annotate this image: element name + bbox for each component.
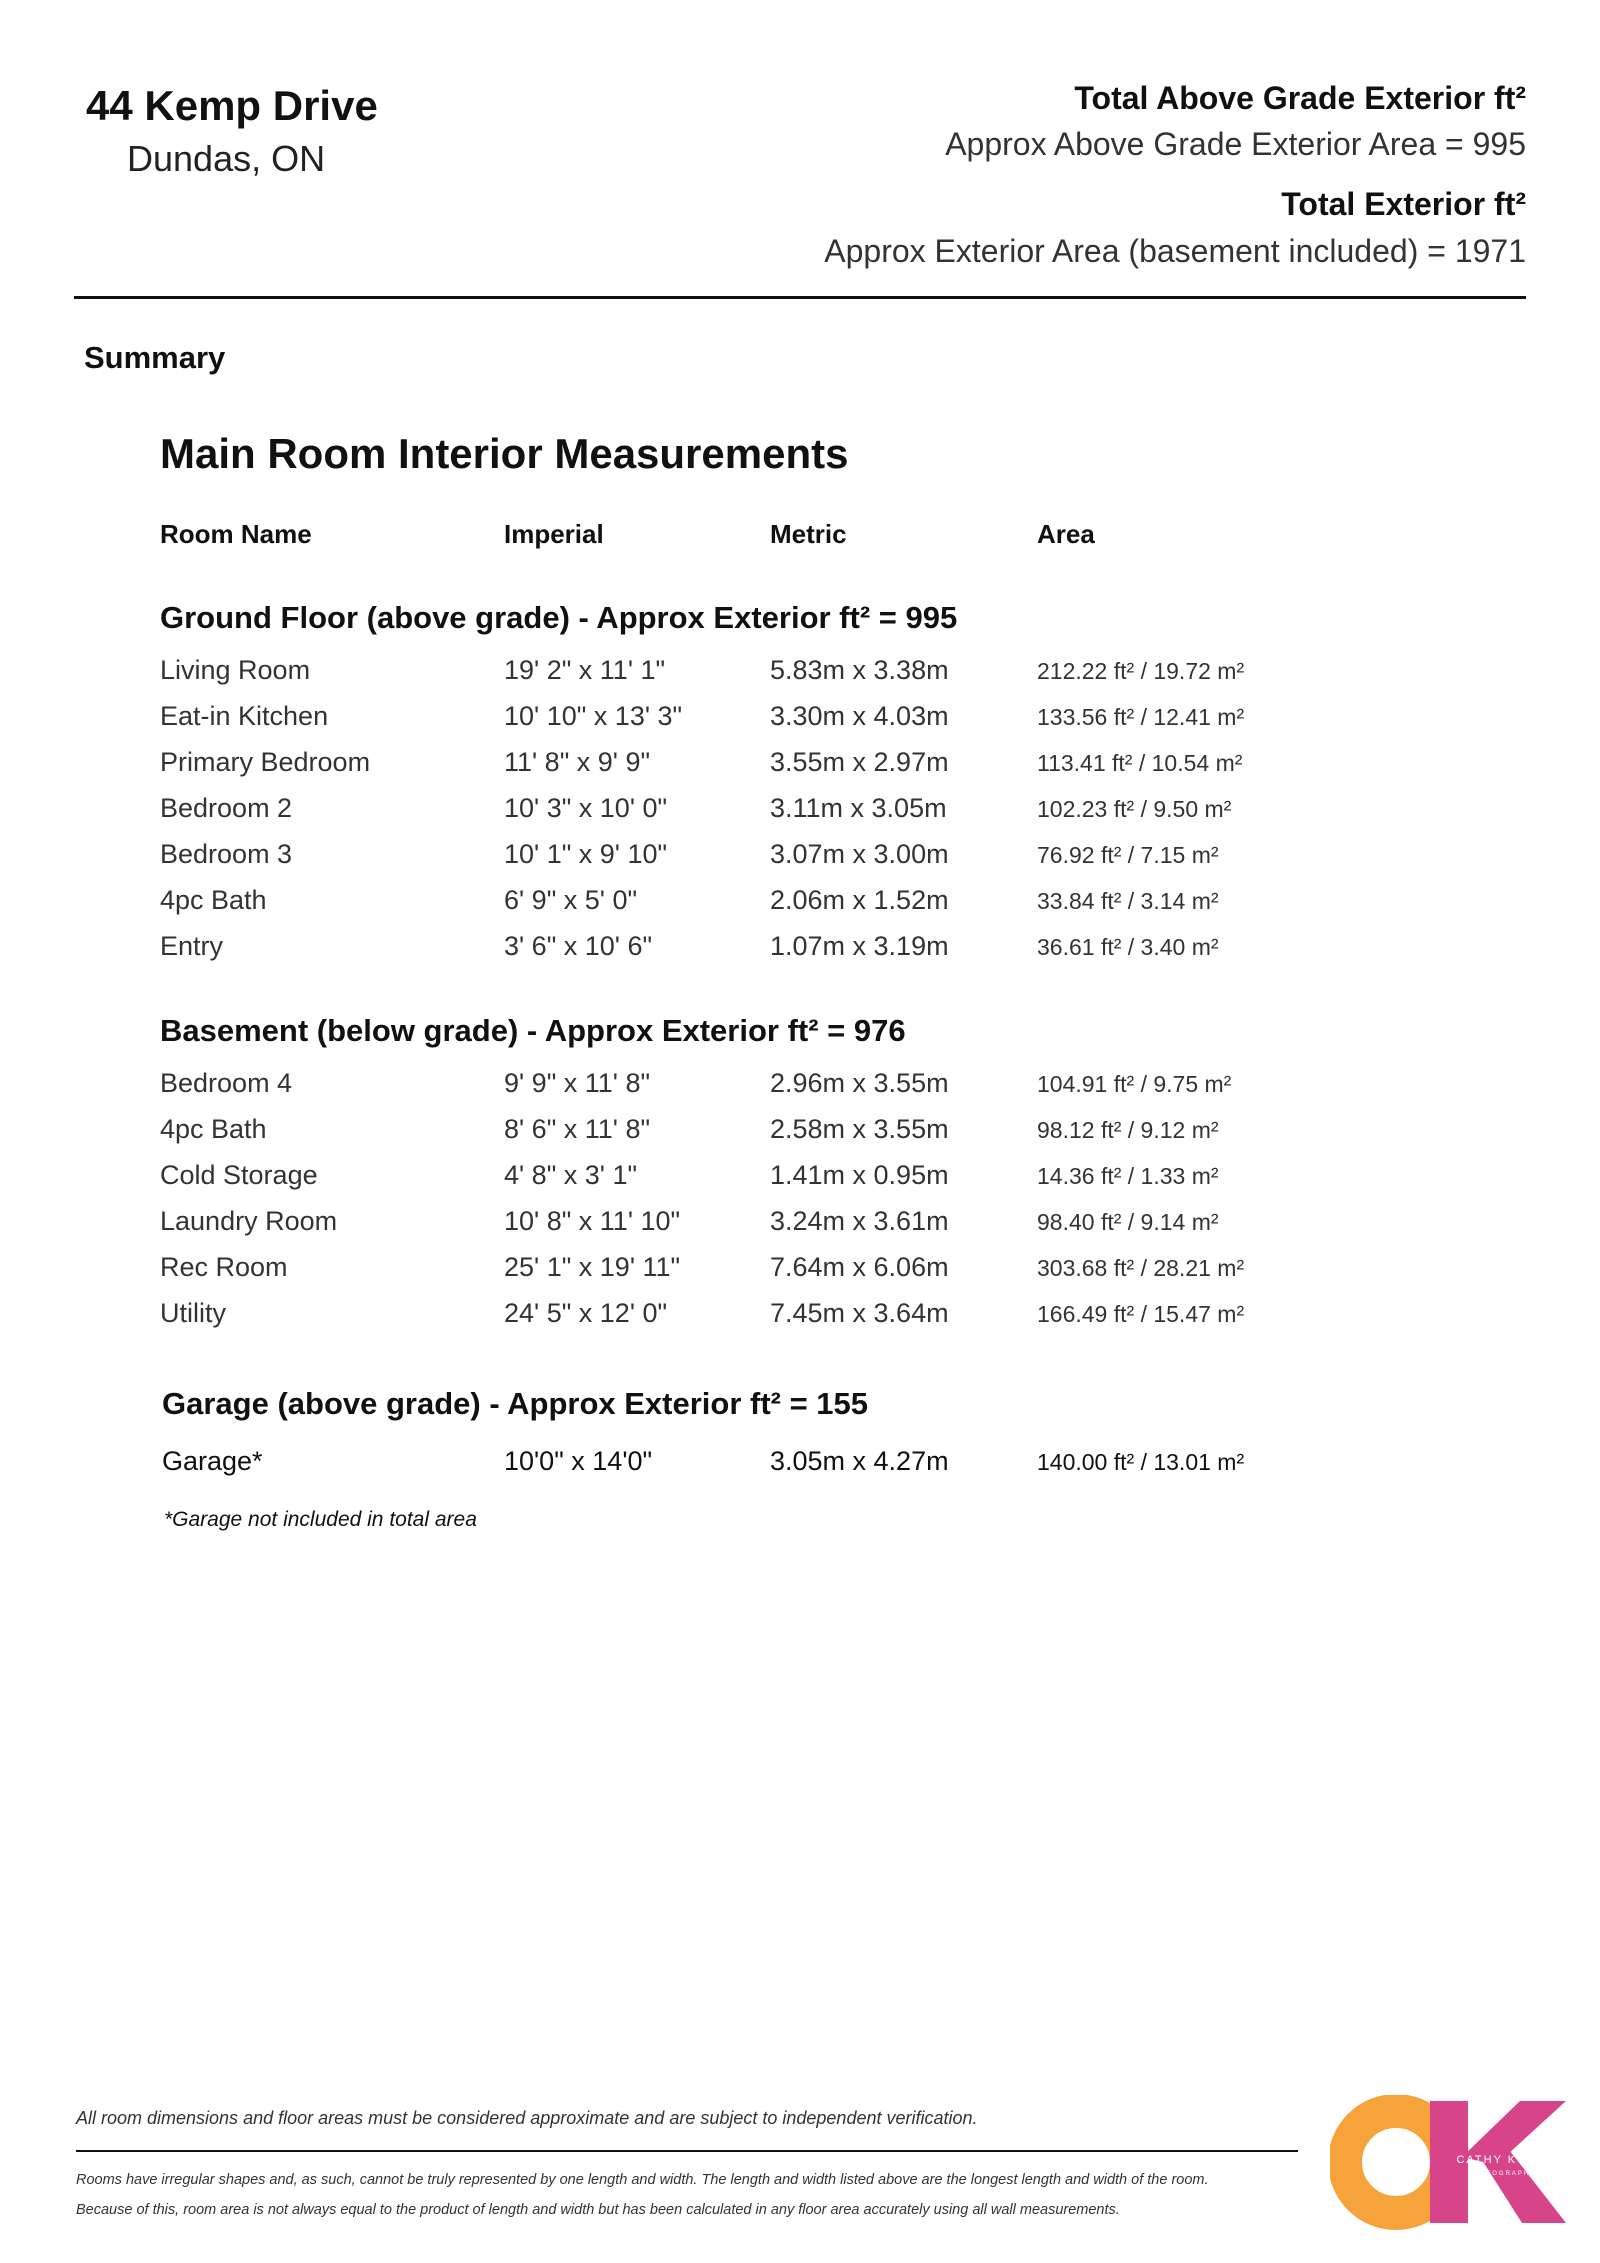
room-area: 33.84 ft² / 3.14 m²	[1037, 888, 1219, 914]
room-imperial: 9' 9" x 11' 8"	[504, 1068, 651, 1098]
total-exterior-value: Approx Exterior Area (basement included) = 1971	[824, 233, 1526, 269]
table-row	[0, 1160, 1600, 1206]
table-row	[0, 747, 1600, 793]
room-imperial: 10' 3" x 10' 0"	[504, 793, 668, 823]
room-metric: 3.24m x 3.61m	[770, 1206, 949, 1236]
table-row	[0, 1252, 1600, 1298]
column-area: Area	[1037, 519, 1095, 549]
column-imperial: Imperial	[504, 519, 604, 549]
room-area: 133.56 ft² / 12.41 m²	[1037, 704, 1245, 730]
room-imperial: 3' 6" x 10' 6"	[504, 931, 653, 961]
column-metric: Metric	[770, 519, 847, 549]
garage-note: *Garage not included in total area	[164, 1508, 477, 1531]
room-metric: 7.45m x 3.64m	[770, 1298, 949, 1328]
column-room-name: Room Name	[160, 519, 312, 549]
table-row	[0, 701, 1600, 747]
property-city: Dundas, ON	[127, 138, 326, 179]
room-metric: 7.64m x 6.06m	[770, 1252, 949, 1282]
measurements-title: Main Room Interior Measurements	[160, 430, 849, 477]
room-area: 113.41 ft² / 10.54 m²	[1037, 750, 1243, 776]
basement-title: Basement (below grade) - Approx Exterior ft² = 976	[160, 1013, 906, 1048]
room-area: 166.49 ft² / 15.47 m²	[1037, 1301, 1245, 1327]
room-area: 140.00 ft² / 13.01 m²	[1037, 1449, 1245, 1475]
room-metric: 3.55m x 2.97m	[770, 747, 949, 777]
room-area: 303.68 ft² / 28.21 m²	[1037, 1255, 1245, 1281]
room-area: 98.12 ft² / 9.12 m²	[1037, 1117, 1219, 1143]
room-metric: 3.11m x 3.05m	[770, 793, 947, 823]
room-name: Rec Room	[160, 1252, 288, 1282]
ground-floor-title: Ground Floor (above grade) - Approx Exterior ft² = 995	[160, 600, 958, 635]
footer-divider	[76, 2150, 1298, 2152]
room-metric: 1.07m x 3.19m	[770, 931, 949, 961]
room-imperial: 6' 9" x 5' 0"	[504, 885, 638, 915]
footer-note-line1: Rooms have irregular shapes and, as such, cannot be truly represented by one length and width. The length and width listed above are the longest length and width of the room.	[76, 2172, 1209, 2188]
room-area: 14.36 ft² / 1.33 m²	[1037, 1163, 1219, 1189]
summary-heading: Summary	[84, 340, 226, 375]
room-metric: 3.30m x 4.03m	[770, 701, 949, 731]
room-metric: 2.58m x 3.55m	[770, 1114, 949, 1144]
table-row	[0, 655, 1600, 701]
table-row	[0, 1068, 1600, 1114]
room-imperial: 19' 2" x 11' 1"	[504, 655, 666, 685]
garage-title: Garage (above grade) - Approx Exterior ft² = 155	[162, 1386, 869, 1421]
room-name: Primary Bedroom	[160, 747, 371, 777]
room-imperial: 4' 8" x 3' 1"	[504, 1160, 638, 1190]
property-street: 44 Kemp Drive	[86, 82, 378, 129]
header-divider	[74, 296, 1526, 299]
table-row	[0, 1114, 1600, 1160]
table-row	[0, 1206, 1600, 1252]
footer-note-line2: Because of this, room area is not always equal to the product of length and width but has been calculated in any floor area accurately using all wall measurements.	[76, 2202, 1120, 2218]
room-imperial: 10'0" x 14'0"	[504, 1446, 653, 1476]
room-name: Cold Storage	[160, 1160, 318, 1190]
room-name: Entry	[160, 931, 224, 961]
room-imperial: 8' 6" x 11' 8"	[504, 1114, 651, 1144]
room-name: 4pc Bath	[160, 1114, 267, 1144]
above-grade-value: Approx Above Grade Exterior Area = 995	[945, 126, 1526, 162]
room-name: Bedroom 2	[160, 793, 293, 823]
table-row	[0, 839, 1600, 885]
room-imperial: 10' 8" x 11' 10"	[504, 1206, 681, 1236]
room-name: Living Room	[160, 655, 311, 685]
room-imperial: 11' 8" x 9' 9"	[504, 747, 651, 777]
room-area: 98.40 ft² / 9.14 m²	[1037, 1209, 1219, 1235]
room-name: Bedroom 4	[160, 1068, 293, 1098]
table-row	[0, 885, 1600, 931]
room-name: Utility	[160, 1298, 226, 1328]
room-metric: 1.41m x 0.95m	[770, 1160, 949, 1190]
room-name: Garage*	[162, 1446, 263, 1476]
logo-tagline: PHOTOGRAPHY	[1467, 2171, 1537, 2177]
room-imperial: 24' 5" x 12' 0"	[504, 1298, 668, 1328]
table-row	[0, 931, 1600, 977]
above-grade-title: Total Above Grade Exterior ft²	[1074, 80, 1526, 116]
room-imperial: 25' 1" x 19' 11"	[504, 1252, 681, 1282]
logo-name: CATHY KOOP	[1456, 2154, 1548, 2166]
room-metric: 3.05m x 4.27m	[770, 1446, 949, 1476]
room-metric: 2.06m x 1.52m	[770, 885, 949, 915]
disclaimer-text: All room dimensions and floor areas must be considered approximate and are subject to independent verification.	[76, 2108, 978, 2128]
room-name: Laundry Room	[160, 1206, 338, 1236]
room-area: 104.91 ft² / 9.75 m²	[1037, 1071, 1232, 1097]
table-row	[0, 1446, 1600, 1492]
room-name: 4pc Bath	[160, 885, 267, 915]
room-area: 76.92 ft² / 7.15 m²	[1037, 842, 1219, 868]
table-row	[0, 793, 1600, 839]
room-metric: 3.07m x 3.00m	[770, 839, 949, 869]
room-name: Bedroom 3	[160, 839, 293, 869]
room-imperial: 10' 1" x 9' 10"	[504, 839, 668, 869]
logo-mark	[1330, 2095, 1570, 2230]
room-area: 212.22 ft² / 19.72 m²	[1037, 658, 1245, 684]
room-imperial: 10' 10" x 13' 3"	[504, 701, 683, 731]
room-area: 36.61 ft² / 3.40 m²	[1037, 934, 1219, 960]
room-metric: 2.96m x 3.55m	[770, 1068, 949, 1098]
room-name: Eat-in Kitchen	[160, 701, 329, 731]
room-metric: 5.83m x 3.38m	[770, 655, 949, 685]
total-exterior-title: Total Exterior ft²	[1281, 186, 1526, 222]
table-row	[0, 1298, 1600, 1344]
room-area: 102.23 ft² / 9.50 m²	[1037, 796, 1232, 822]
cathy-koop-logo	[1330, 2095, 1570, 2230]
